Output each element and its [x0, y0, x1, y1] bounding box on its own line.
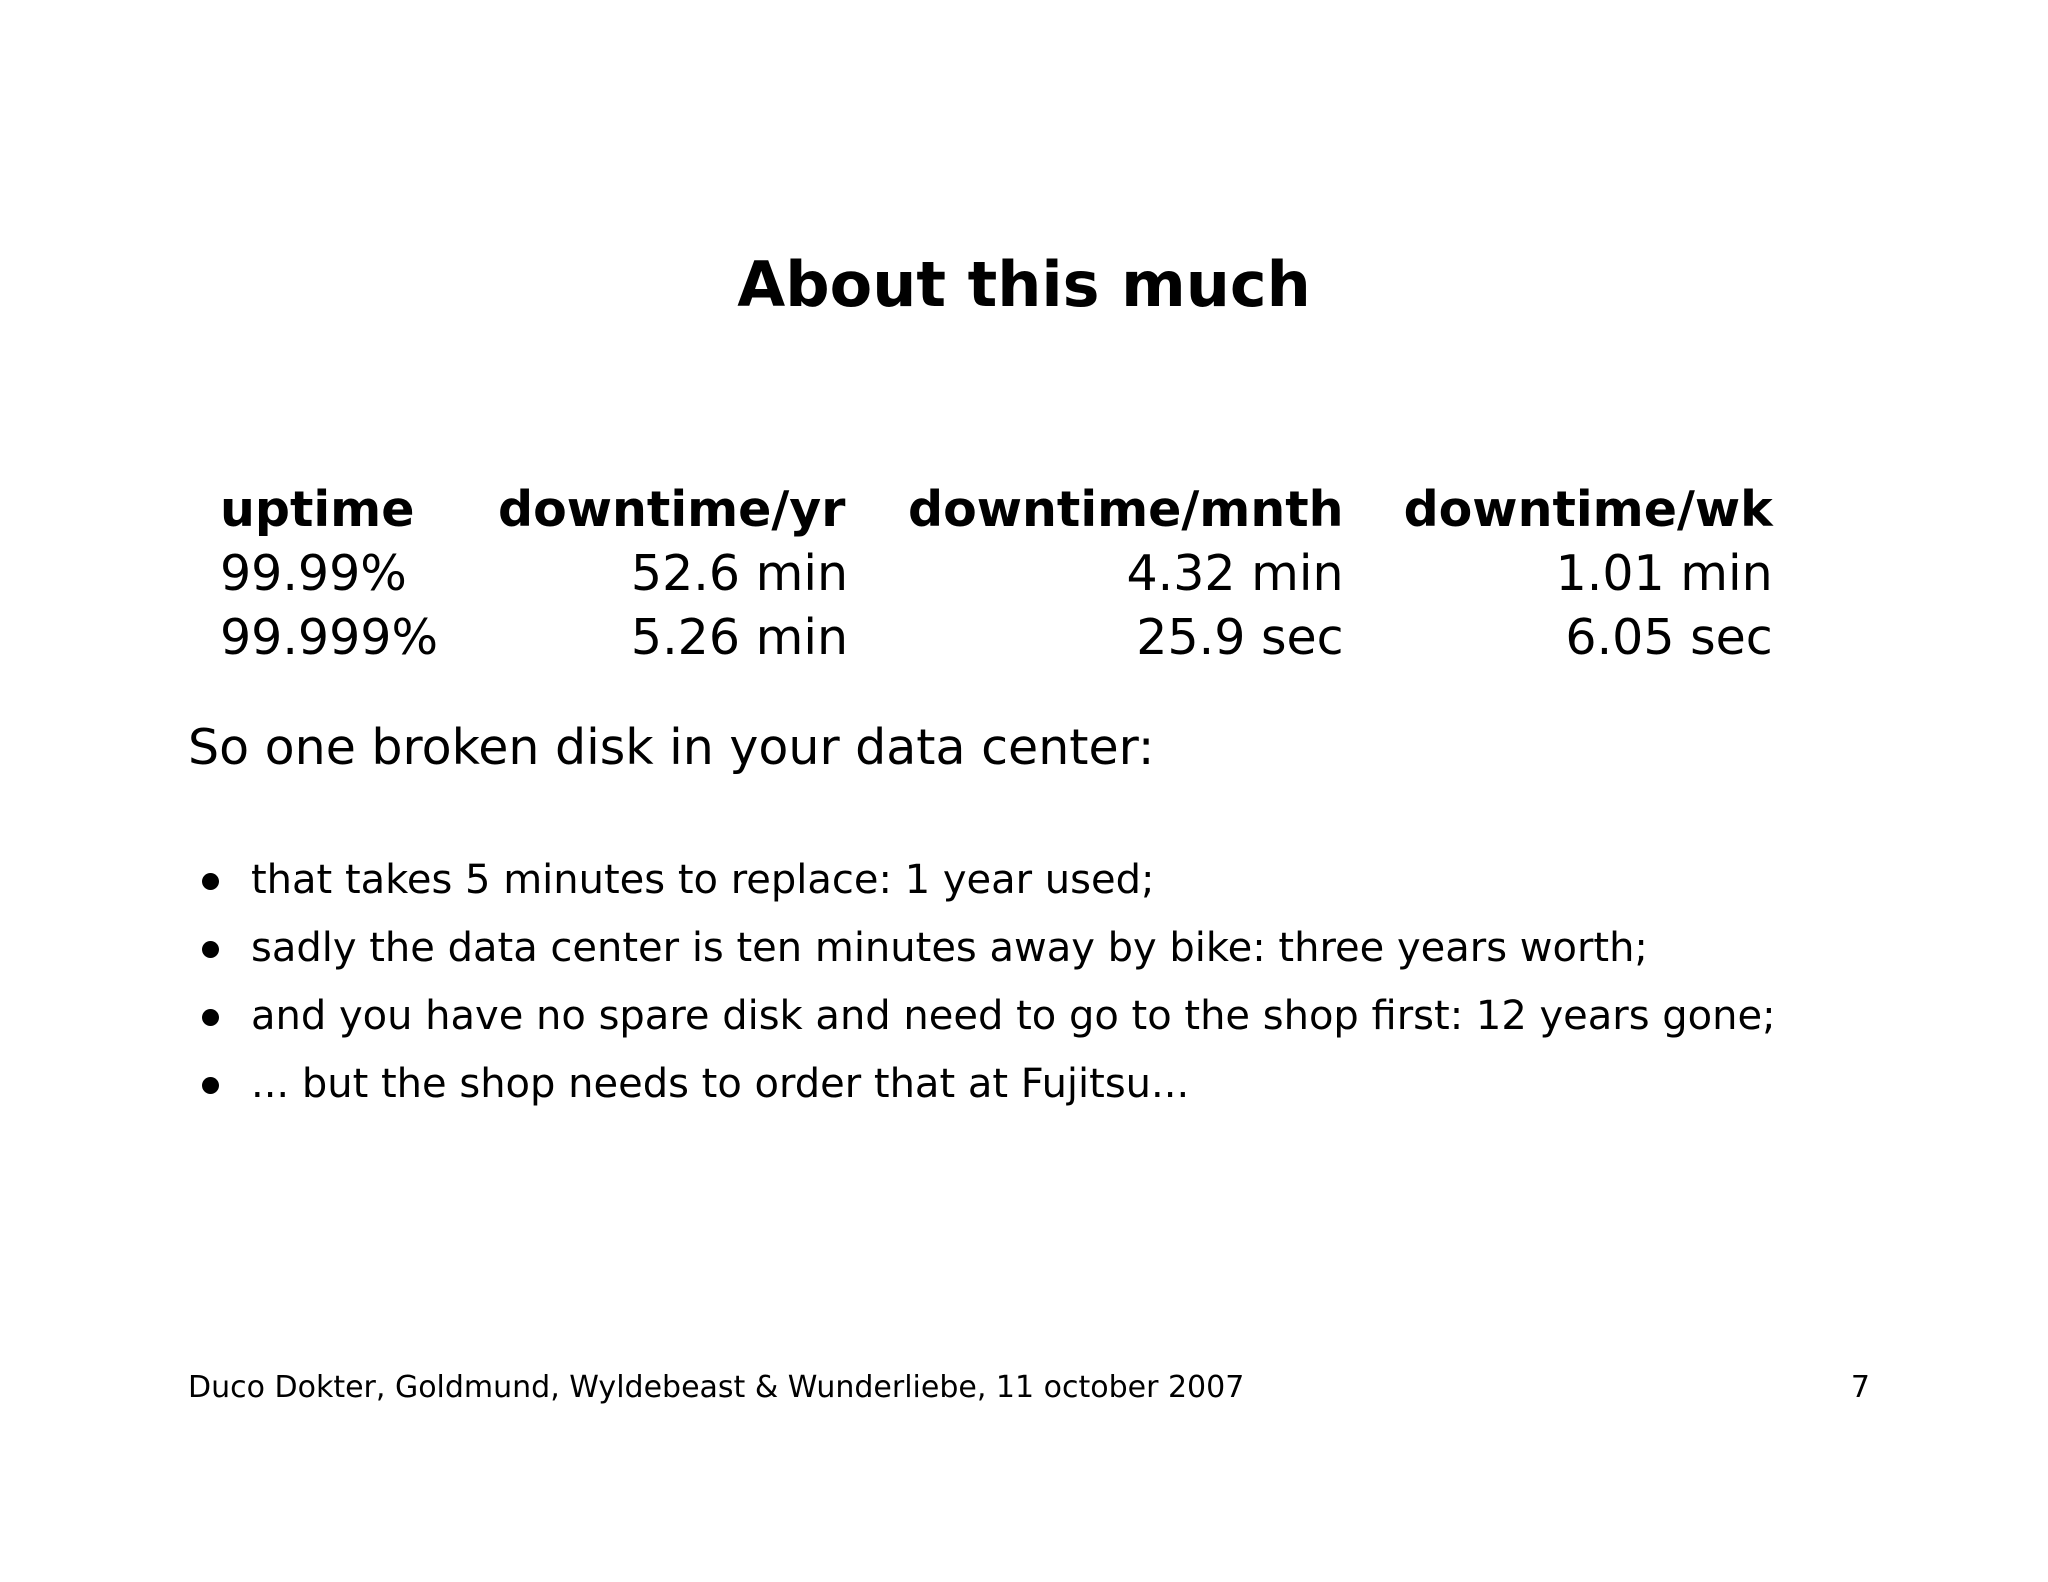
list-item [188, 914, 1776, 982]
header-downtime-wk: downtime/wk [1403, 481, 1773, 538]
table-header-row [190, 478, 1803, 542]
cell-downtime-yr: 52.6 min [630, 545, 849, 602]
bullet-icon [202, 1009, 219, 1026]
footer-author: Duco Dokter, Goldmund, Wyldebeast & Wunderliebe, 11 october 2007 [188, 1370, 1245, 1405]
list-item-text: ... but the shop needs to order that at Fujitsu... [251, 1061, 1190, 1107]
cell-uptime: 99.999% [220, 609, 439, 666]
list-item [188, 1050, 1776, 1118]
page-number: 7 [1850, 1370, 1870, 1405]
cell-uptime: 99.99% [220, 545, 407, 602]
list-item-text: and you have no spare disk and need to go to the shop first: 12 years gone; [251, 993, 1776, 1039]
bullet-list [188, 846, 1776, 1118]
bullet-icon [202, 873, 219, 890]
table-row [190, 542, 1803, 606]
cell-downtime-yr: 5.26 min [630, 609, 849, 666]
uptime-table [190, 478, 1803, 670]
bullet-icon [202, 941, 219, 958]
cell-downtime-mnth: 25.9 sec [1136, 609, 1344, 666]
list-item [188, 982, 1776, 1050]
header-uptime: uptime [220, 481, 415, 538]
bullet-icon [202, 1077, 219, 1094]
header-downtime-mnth: downtime/mnth [908, 481, 1344, 538]
cell-downtime-wk: 6.05 sec [1565, 609, 1773, 666]
table-row [190, 606, 1803, 670]
header-downtime-yr: downtime/yr [498, 481, 846, 538]
intro-text: So one broken disk in your data center: [188, 719, 1155, 776]
slide-title: About this much [737, 248, 1311, 321]
list-item-text: that takes 5 minutes to replace: 1 year used; [251, 857, 1155, 903]
list-item [188, 846, 1776, 914]
cell-downtime-wk: 1.01 min [1555, 545, 1773, 602]
cell-downtime-mnth: 4.32 min [1126, 545, 1344, 602]
list-item-text: sadly the data center is ten minutes away by bike: three years worth; [251, 925, 1648, 971]
